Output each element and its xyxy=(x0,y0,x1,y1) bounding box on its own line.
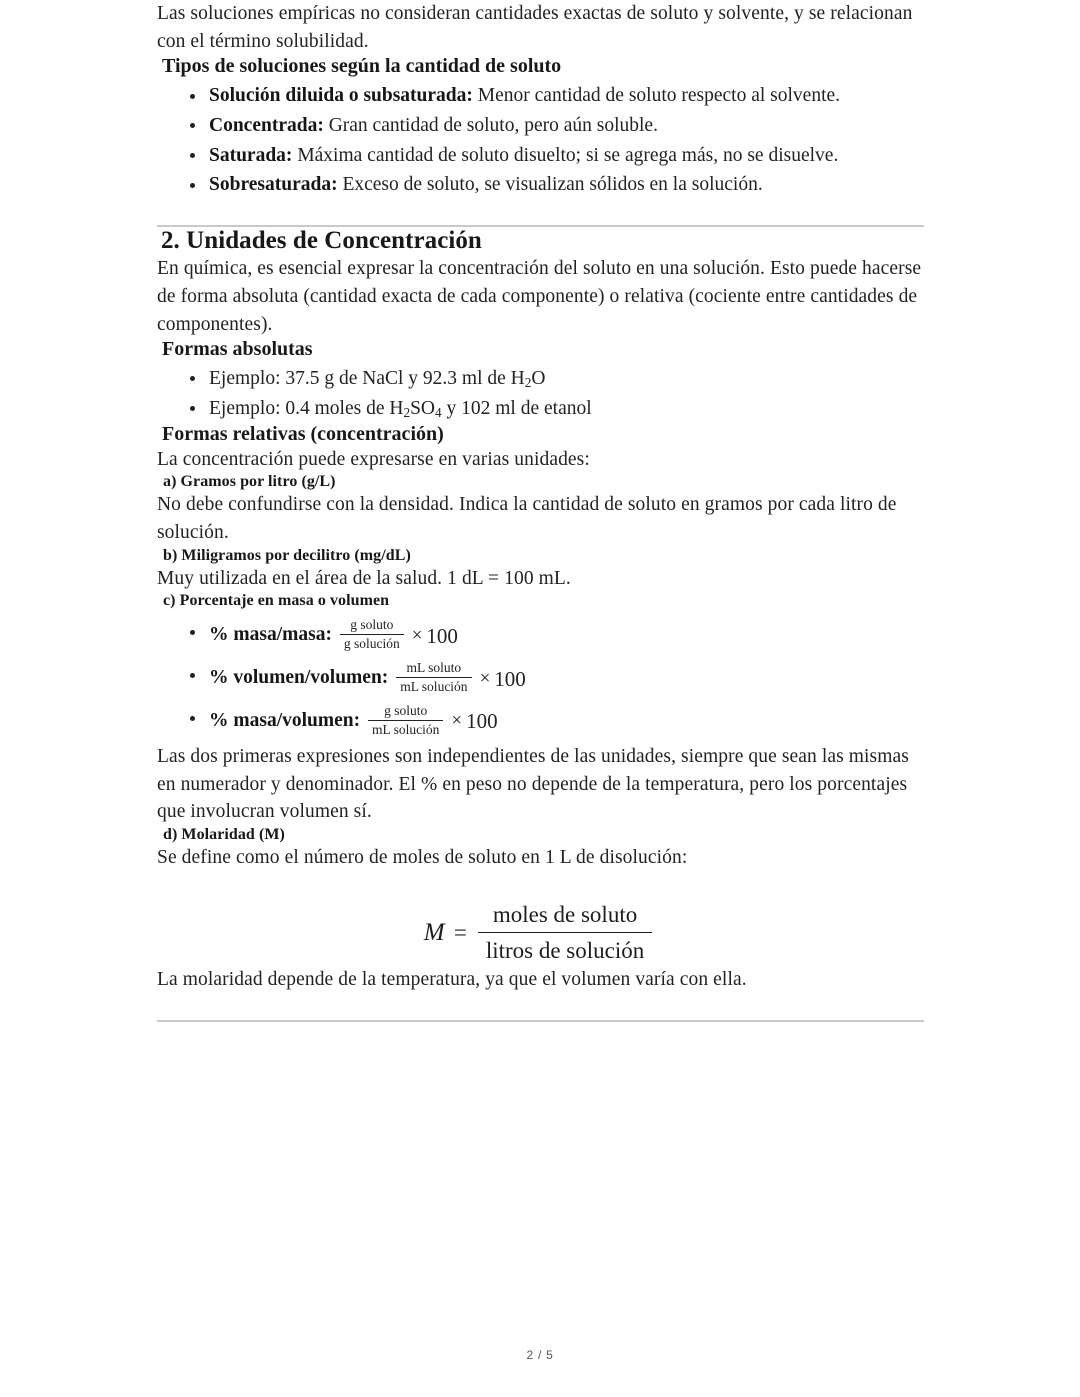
list-item xyxy=(157,82,925,110)
page-number-footer: 2 / 5 xyxy=(526,1348,554,1362)
list-item-term: Solución diluida o subsaturada: xyxy=(209,85,473,107)
types-of-solutions-list xyxy=(157,82,925,199)
formula-expression xyxy=(393,661,526,696)
unit-c-heading: c) Porcentaje en masa o volumen xyxy=(163,592,390,610)
formula-expression xyxy=(365,704,498,739)
multiply-operator: × xyxy=(411,624,423,646)
equation-variable: M xyxy=(423,918,445,946)
list-item-definition: Máxima cantidad de soluto disuelto; si se agrega más, no se disuelve. xyxy=(292,144,839,166)
fraction xyxy=(368,703,443,738)
formas-relativas-heading: Formas relativas (concentración) xyxy=(162,422,444,445)
example-text: Ejemplo: 0.4 moles de H xyxy=(209,397,404,419)
divider-bottom-wrapper xyxy=(157,1020,925,1022)
molarity-equation xyxy=(151,900,925,967)
formula-factor: 100 xyxy=(426,623,458,648)
list-item-definition: Menor cantidad de soluto respecto al solvente. xyxy=(472,85,841,107)
unit-d-text: Se define como el número de moles de soluto en 1 L de disolución: xyxy=(157,846,688,868)
intro-paragraph: Las soluciones empíricas no consideran cantidades exactas de soluto y solvente, y se relacionan con el término solubilidad. xyxy=(157,3,913,52)
list-item xyxy=(157,657,925,700)
equation-inner xyxy=(424,900,653,967)
unit-d-heading: d) Molaridad (M) xyxy=(163,825,285,843)
list-item xyxy=(157,365,925,393)
document-page xyxy=(157,0,925,1022)
multiply-operator: × xyxy=(479,667,491,689)
formas-absolutas-list xyxy=(157,365,925,422)
fraction-numerator: g soluto xyxy=(384,703,428,718)
section-divider-bottom xyxy=(157,1020,924,1022)
equation-fraction xyxy=(478,900,652,967)
formas-absolutas-heading: Formas absolutas xyxy=(162,338,313,361)
unit-a-text: No debe confundirse con la densidad. Indica la cantidad de soluto en gramos por cada litro de solución. xyxy=(157,494,897,543)
list-item xyxy=(157,700,925,743)
equation-numerator: moles de soluto xyxy=(492,901,638,927)
list-item-definition: Gran cantidad de soluto, pero aún soluble. xyxy=(323,115,658,137)
list-item-definition: Exceso de soluto, se visualizan sólidos en la solución. xyxy=(337,174,763,196)
fraction-numerator: mL soluto xyxy=(406,660,462,676)
subscript: 2 xyxy=(403,404,411,420)
unit-d-note: La molaridad depende de la temperatura, ya que el volumen varía con ella. xyxy=(157,969,747,991)
example-text-mid: O xyxy=(531,368,546,390)
formula-label: % masa/masa: xyxy=(209,624,332,646)
fraction xyxy=(396,660,471,695)
fraction-denominator: g solución xyxy=(340,634,404,652)
page-title: 2. Unidades de Concentración xyxy=(161,227,482,255)
unit-a-heading: a) Gramos por litro (g/L) xyxy=(163,473,336,491)
formula-label: % masa/volumen: xyxy=(209,709,361,731)
formula-factor: 100 xyxy=(494,666,526,691)
list-item-term: Concentrada: xyxy=(209,115,324,137)
list-item-term: Sobresaturada: xyxy=(209,174,338,196)
list-item xyxy=(157,171,925,199)
list-item xyxy=(157,112,925,140)
unit-b-text: Muy utilizada en el área de la salud. 1 dL = 100 mL. xyxy=(157,567,571,589)
unit-b-heading: b) Miligramos por decilitro (mg/dL) xyxy=(163,546,411,564)
example-text-mid: SO xyxy=(410,397,435,419)
unit-c-note: Las dos primeras expresiones son independientes de las unidades, siempre que sean las mismas en numerador y denominador. El % en peso no depende de la temperatura, pero los porcentajes que involucran volumen sí. xyxy=(157,745,909,823)
fraction-denominator: mL solución xyxy=(368,720,443,738)
fraction xyxy=(340,617,404,652)
fraction-denominator: mL solución xyxy=(396,677,471,695)
example-text: Ejemplo: 37.5 g de NaCl y 92.3 ml de H xyxy=(209,368,525,390)
example-text-suffix: y 102 ml de etanol xyxy=(441,397,592,419)
equation-equals-sign: = xyxy=(453,919,467,945)
formas-relativas-intro: La concentración puede expresarse en varias unidades: xyxy=(157,448,590,470)
equation-denominator: litros de solución xyxy=(478,932,652,966)
list-item xyxy=(157,142,925,170)
subscript: 4 xyxy=(435,404,442,420)
formula-factor: 100 xyxy=(466,709,498,734)
multiply-operator: × xyxy=(451,710,463,732)
section-intro-paragraph: En química, es esencial expresar la concentración del soluto en una solución. Esto puede hacerse de forma absoluta (cantidad exacta de cada componente) o relativa (cociente entre cantidades de componentes). xyxy=(157,258,922,335)
types-of-solutions-heading: Tipos de soluciones según la cantidad de soluto xyxy=(162,55,562,78)
list-item xyxy=(157,395,925,423)
formula-label: % volumen/volumen: xyxy=(209,667,389,689)
fraction-numerator: g soluto xyxy=(350,617,394,633)
subscript: 2 xyxy=(524,375,532,391)
percentage-formula-list xyxy=(157,614,925,743)
list-item xyxy=(157,614,925,657)
list-item-term: Saturada: xyxy=(209,144,293,166)
formula-expression xyxy=(337,618,458,653)
